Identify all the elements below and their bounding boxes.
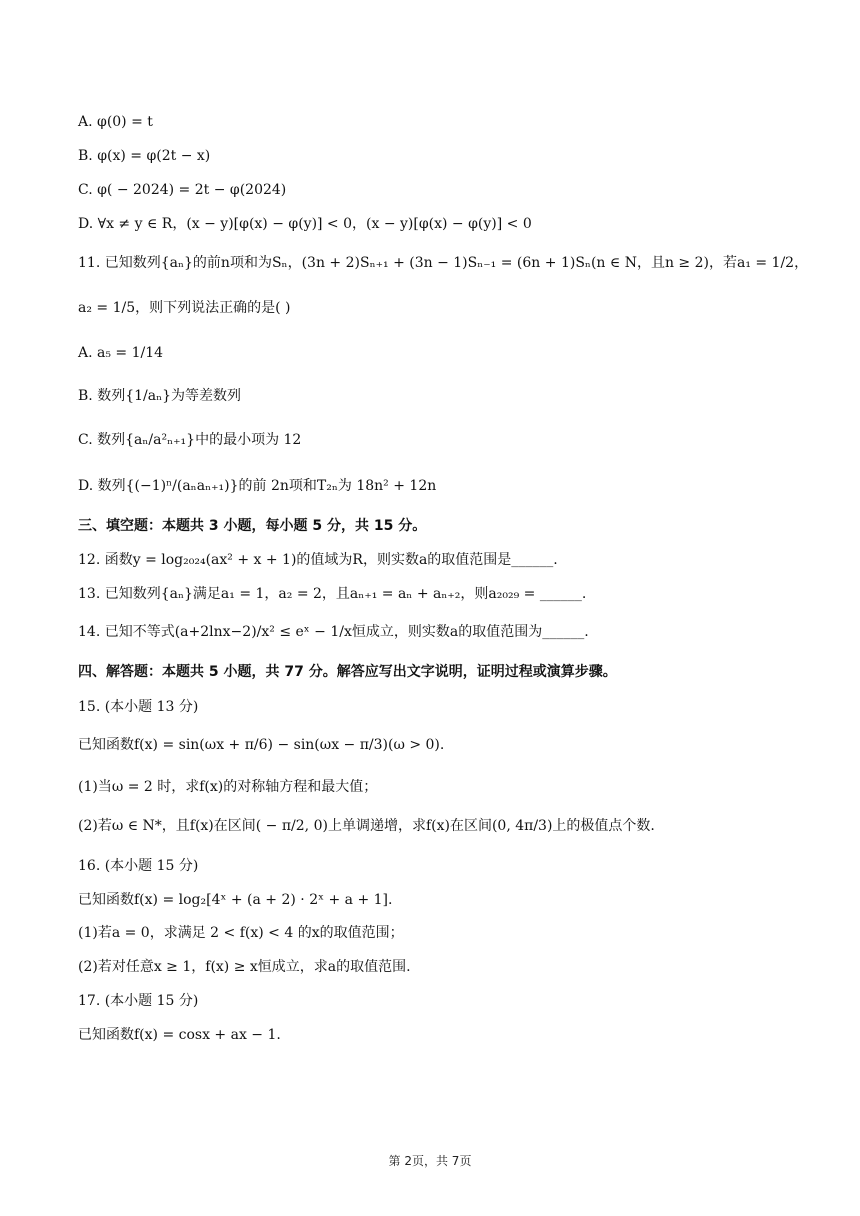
- question-15-part2: (2)若ω ∈ N*，且f(x)在区间( − π/2, 0)上单调递增，求f(x)在区间(0, 4π/3)上的极值点个数.: [78, 818, 655, 834]
- option-11d: D. 数列{(−1)ⁿ/(aₙaₙ₊₁)}的前 2n项和T₂ₙ为 18n² + 12n: [78, 478, 437, 494]
- question-16-title: 16. (本小题 15 分): [78, 858, 199, 874]
- question-17-stem: 已知函数f(x) = cosx + ax − 1.: [78, 1027, 281, 1043]
- section-heading-fill-blank: 三、填空题：本题共 3 小题，每小题 5 分，共 15 分。: [78, 518, 427, 534]
- question-13: 13. 已知数列{aₙ}满足a₁ = 1，a₂ = 2，且aₙ₊₁ = aₙ + aₙ₊₂，则a₂₀₂₉ = ______.: [78, 586, 587, 602]
- option-11b: B. 数列{1/aₙ}为等差数列: [78, 388, 242, 404]
- option-10d: D. ∀x ≠ y ∈ R，(x − y)[φ(x) − φ(y)] < 0，(x − y)[φ(x) − φ(y)] < 0: [78, 216, 532, 232]
- option-10a: A. φ(0) = t: [78, 114, 153, 130]
- question-17-title: 17. (本小题 15 分): [78, 993, 199, 1009]
- question-11-stem-cont: a₂ = 1/5，则下列说法正确的是( ): [78, 300, 291, 316]
- question-15-title: 15. (本小题 13 分): [78, 699, 199, 715]
- page-footer: 第 2页，共 7页: [388, 1154, 472, 1168]
- option-10c: C. φ( − 2024) = 2t − φ(2024): [78, 182, 287, 198]
- question-12: 12. 函数y = log₂₀₂₄(ax² + x + 1)的值域为R，则实数a的取值范围是______.: [78, 552, 558, 568]
- question-14: 14. 已知不等式(a+2lnx−2)/x² ≤ eˣ − 1/x恒成立，则实数a的取值范围为______.: [78, 624, 589, 640]
- question-16-part2: (2)若对任意x ≥ 1，f(x) ≥ x恒成立，求a的取值范围.: [78, 959, 411, 975]
- question-15-stem: 已知函数f(x) = sin(ωx + π/6) − sin(ωx − π/3)(ω > 0).: [78, 737, 445, 753]
- question-15-part1: (1)当ω = 2 时，求f(x)的对称轴方程和最大值；: [78, 779, 378, 795]
- question-16-part1: (1)若a = 0，求满足 2 < f(x) < 4 的x的取值范围；: [78, 925, 404, 941]
- option-11a: A. a₅ = 1/14: [78, 345, 164, 361]
- option-10b: B. φ(x) = φ(2t − x): [78, 148, 211, 164]
- question-16-stem: 已知函数f(x) = log₂[4ˣ + (a + 2) · 2ˣ + a + 1].: [78, 892, 393, 908]
- section-heading-solve: 四、解答题：本题共 5 小题，共 77 分。解答应写出文字说明，证明过程或演算步骤。: [78, 664, 617, 680]
- question-11-stem: 11. 已知数列{aₙ}的前n项和为Sₙ，(3n + 2)Sₙ₊₁ + (3n − 1)Sₙ₋₁ = (6n + 1)Sₙ(n ∈ N，且n ≥ 2)，若a₁ = 1/2，: [78, 255, 809, 271]
- option-11c: C. 数列{aₙ/a²ₙ₊₁}中的最小项为 12: [78, 432, 302, 448]
